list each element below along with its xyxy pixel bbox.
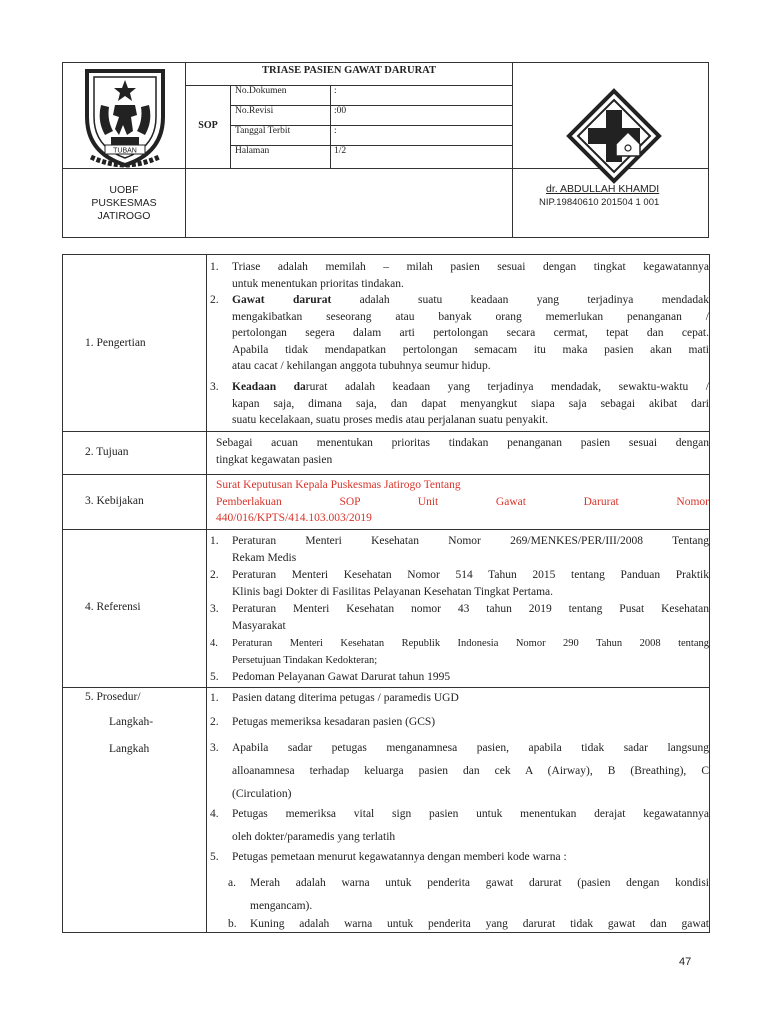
text-line: kapan saja, dimana saja, dan dapat menyangkut siapa saja sebagai akibat dari <box>232 397 709 410</box>
text-line: 440/016/KPTS/414.103.003/2019 <box>216 512 372 524</box>
section-title-referensi: 4. Referensi <box>85 601 141 613</box>
org-name-line3: JATIROGO <box>97 210 151 222</box>
text-line: Peraturan Menteri Kesehatan Republik Indonesia Nomor 290 Tahun 2008 tentang <box>232 638 709 649</box>
org-name-line1: UOBF <box>109 184 139 196</box>
text-line: Peraturan Menteri Kesehatan Nomor 269/MENKES/PER/III/2008 Tentang <box>232 535 709 547</box>
prosedur-step-5b <box>228 916 709 933</box>
referensi-item-1 <box>210 533 709 566</box>
page-number: 47 <box>679 956 692 968</box>
signer-nip: NIP.19840610 201504 1 001 <box>539 197 660 208</box>
item-letter: a. <box>228 877 236 889</box>
meta-label-tanggal-terbit: Tanggal Terbit <box>235 126 291 136</box>
text-line: Sebagai acuan menentukan prioritas tindakan penanganan pasien sesuai dengan <box>216 437 709 449</box>
text-line: Masyarakat <box>232 619 286 632</box>
section-title-kebijakan: 3. Kebijakan <box>85 495 144 507</box>
text-line: untuk menentukan prioritas tindakan. <box>232 277 404 290</box>
text-fragment: rurat adalah keadaan yang terjadinya mendadak, sewaktu-waktu / <box>305 381 709 393</box>
prosedur-step-5 <box>210 849 709 866</box>
meta-label-halaman: Halaman <box>235 146 270 156</box>
item-number: 1. <box>210 692 219 704</box>
crest-label: TUBAN <box>113 147 137 155</box>
document-title: TRIASE PASIEN GAWAT DARURAT <box>262 65 436 76</box>
tujuan-text <box>216 435 709 468</box>
section-title-tujuan: 2. Tujuan <box>85 446 129 458</box>
section-title-prosedur-line2: Langkah- <box>109 716 154 728</box>
item-number: 3. <box>210 381 219 393</box>
item-number: 4. <box>210 808 219 820</box>
kebijakan-text <box>216 477 709 527</box>
text-line: Merah adalah warna untuk penderita gawat darurat (pasien dengan kondisi <box>250 877 709 889</box>
item-number: 5. <box>210 671 219 683</box>
section-title-prosedur-line3: Langkah <box>109 743 150 755</box>
text-line: Pasien datang diterima petugas / paramedis UGD <box>232 692 459 704</box>
bold-term: Keadaan da <box>232 381 306 393</box>
text-line: mengakibatkan seseorang atau banyak orang memerlukan penanganan / <box>232 310 709 323</box>
meta-value-halaman: 1/2 <box>334 146 347 156</box>
text-line: suatu kecelakaan, suatu proses medis atau perjalanan suatu penyakit. <box>232 414 549 426</box>
text-line: Peraturan Menteri Kesehatan Nomor 514 Tahun 2015 tentang Panduan Praktik <box>232 569 709 581</box>
pengertian-item-2 <box>210 292 709 375</box>
prosedur-step-4 <box>210 803 709 849</box>
item-number: 1. <box>210 535 219 547</box>
signer-name: dr. ABDULLAH KHAMDI <box>546 183 660 195</box>
text-line: Surat Keputusan Kepala Puskesmas Jatirogo Tentang <box>216 479 461 491</box>
prosedur-step-1 <box>210 690 709 707</box>
text-line: Kuning adalah warna untuk penderita yang darurat tidak gawat dan gawat <box>250 918 709 930</box>
text-line: Persetujuan Tindakan Kedokteran; <box>232 654 378 666</box>
text-line: Klinis bagi Dokter di Fasilitas Pelayanan Kesehatan Tingkat Pertama. <box>232 585 553 598</box>
sop-content-table <box>62 254 710 933</box>
meta-value-no-dokumen: : <box>334 86 337 96</box>
section-title-pengertian: 1. Pengertian <box>85 337 146 349</box>
meta-value-no-revisi: :00 <box>334 106 347 116</box>
referensi-item-2 <box>210 567 709 600</box>
text-line: oleh dokter/paramedis yang terlatih <box>232 831 396 843</box>
item-number: 4. <box>210 638 218 649</box>
prosedur-step-5a <box>228 872 709 918</box>
text-line: Pemberlakuan SOP Unit Gawat Darurat Nomor <box>216 495 709 508</box>
text-line: Peraturan Menteri Kesehatan nomor 43 tahun 2019 tentang Pusat Kesehatan <box>232 603 709 615</box>
text-line: atau cacat / kehilangan anggota tubuhnya seumur hidup. <box>232 360 491 372</box>
pengertian-item-3 <box>210 379 709 429</box>
meta-label-no-dokumen: No.Dokumen <box>235 86 287 96</box>
referensi-item-4 <box>210 636 709 669</box>
text-line: pertolongan segera dalam arti pertolongan secara cermat, tepat dan cepat. <box>232 327 709 339</box>
regency-crest-logo <box>75 65 175 169</box>
item-number: 2. <box>210 716 219 728</box>
text-line: Apabila sadar petugas menganamnesa pasien, apabila tidak sadar langsung <box>232 742 709 754</box>
item-letter: b. <box>228 918 237 930</box>
pengertian-item-1 <box>210 259 709 292</box>
meta-label-no-revisi: No.Revisi <box>235 106 274 116</box>
prosedur-step-3 <box>210 737 709 806</box>
text-line: alloanamnesa terhadap keluarga pasien dan cek A (Airway), B (Breathing), C <box>232 765 709 777</box>
text-line: Pedoman Pelayanan Gawat Darurat tahun 1995 <box>232 671 451 683</box>
section-title-prosedur: 5. Prosedur/ <box>85 691 141 703</box>
puskesmas-logo <box>566 88 662 184</box>
item-number: 3. <box>210 603 219 615</box>
text-line <box>232 379 709 396</box>
text-line: Apabila tidak mendapatkan pertolongan semacam itu maka pasien akan mati <box>232 343 709 356</box>
text-line: tingkat kegawatan pasien <box>216 453 333 466</box>
prosedur-step-2 <box>210 714 709 731</box>
text-line <box>232 292 709 309</box>
item-number: 5. <box>210 851 219 863</box>
text-fragment: adalah suatu keadaan yang terjadinya mendadak <box>359 294 710 306</box>
item-number: 3. <box>210 742 219 754</box>
header-table <box>62 62 709 238</box>
meta-value-tanggal-terbit: : <box>334 126 337 136</box>
text-line: (Circulation) <box>232 788 292 800</box>
text-line: Petugas memeriksa vital sign pasien untuk menentukan derajat kegawatannya <box>232 808 709 820</box>
bold-term: Gawat darurat <box>232 294 332 306</box>
text-line: Petugas pemetaan menurut kegawatannya dengan memberi kode warna : <box>232 851 567 863</box>
org-name-line2: PUSKESMAS <box>91 197 157 209</box>
item-number: 2. <box>210 294 219 306</box>
text-line: Triase adalah memilah – milah pasien sesuai dengan tingkat kegawatannya <box>232 261 709 273</box>
text-line: mengancam). <box>250 900 313 912</box>
referensi-item-3 <box>210 601 709 634</box>
item-number: 1. <box>210 261 219 273</box>
sop-label: SOP <box>198 120 218 131</box>
text-line: Rekam Medis <box>232 551 297 564</box>
text-line: Petugas memeriksa kesadaran pasien (GCS) <box>232 716 436 728</box>
referensi-item-5 <box>210 669 709 686</box>
item-number: 2. <box>210 569 219 581</box>
